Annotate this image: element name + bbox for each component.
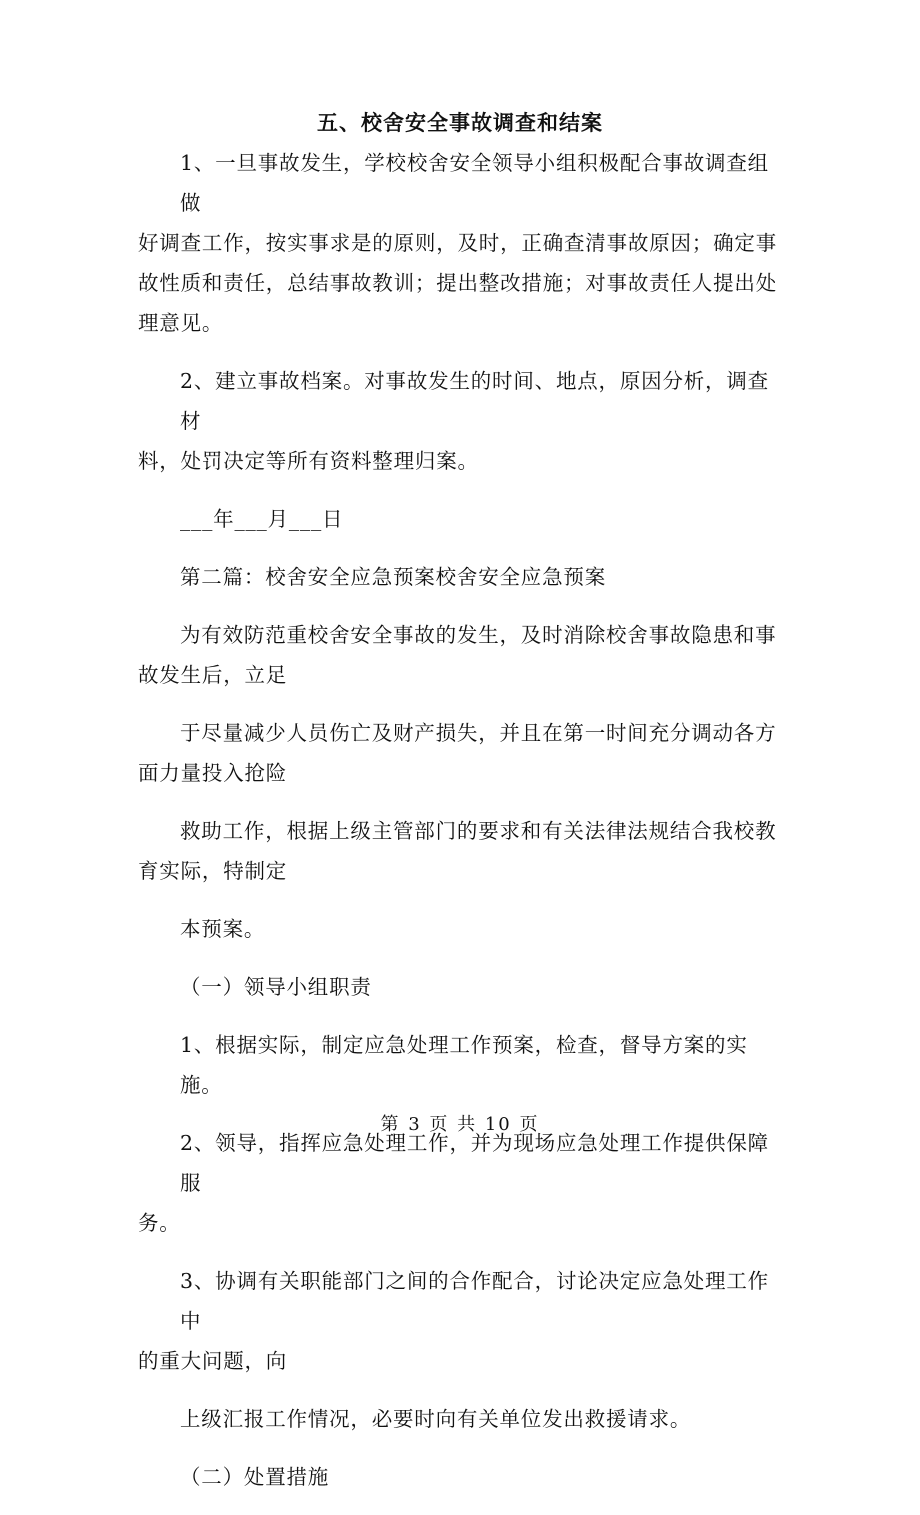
paragraph-1 bbox=[138, 143, 780, 343]
date-line bbox=[180, 499, 780, 539]
section-title: 五、校舍安全事故调查和结案 bbox=[317, 110, 603, 135]
paragraph-2 bbox=[138, 361, 780, 481]
paragraph-6 bbox=[180, 909, 780, 949]
paragraph-line: 1、根据实际，制定应急处理工作预案，检查，督导方案的实施。 bbox=[180, 1033, 748, 1097]
paragraph-7 bbox=[180, 1025, 780, 1105]
paragraph-line: 救助工作，根据上级主管部门的要求和有关法律法规结合我校教 bbox=[180, 819, 777, 843]
page-number: 第 3 页 共 10 页 bbox=[380, 1114, 540, 1135]
paragraph-line: 面力量投入抢险 bbox=[138, 761, 288, 785]
paragraph-line: 2、领导，指挥应急处理工作，并为现场应急处理工作提供保障服 bbox=[180, 1131, 769, 1195]
paragraph-line: ___年___月___日 bbox=[180, 507, 344, 531]
paragraph-10 bbox=[180, 1399, 780, 1439]
paragraph-line: 理意见。 bbox=[138, 311, 224, 335]
paragraph-line: 故性质和责任，总结事故教训；提出整改措施；对事故责任人提出处 bbox=[138, 271, 777, 295]
paragraph-line: 料，处罚决定等所有资料整理归案。 bbox=[138, 449, 479, 473]
subsection-heading-2 bbox=[180, 1457, 780, 1497]
paragraph-line: 本预案。 bbox=[180, 917, 266, 941]
paragraph-line: 3、协调有关职能部门之间的合作配合，讨论决定应急处理工作中 bbox=[180, 1269, 769, 1333]
paragraph-4 bbox=[138, 713, 780, 793]
paragraph-line: 2、建立事故档案。对事故发生的时间、地点，原因分析，调查材 bbox=[180, 369, 769, 433]
paragraph-line: 的重大问题，向 bbox=[138, 1349, 288, 1373]
paragraph-line: 于尽量减少人员伤亡及财产损失，并且在第一时间充分调动各方 bbox=[180, 721, 777, 745]
chapter-heading bbox=[180, 557, 780, 597]
paragraph-9 bbox=[138, 1261, 780, 1381]
paragraph-3 bbox=[138, 615, 780, 695]
paragraph-line: 上级汇报工作情况，必要时向有关单位发出救援请求。 bbox=[180, 1407, 692, 1431]
paragraph-line: （一）领导小组职责 bbox=[180, 975, 372, 999]
paragraph-line: （二）处置措施 bbox=[180, 1465, 330, 1489]
paragraph-line: 务。 bbox=[138, 1211, 181, 1235]
document-body bbox=[138, 143, 780, 1515]
paragraph-line: 故发生后，立足 bbox=[138, 663, 288, 687]
paragraph-8 bbox=[138, 1123, 780, 1243]
paragraph-5 bbox=[138, 811, 780, 891]
paragraph-line: 好调查工作，按实事求是的原则，及时，正确查清事故原因；确定事 bbox=[138, 231, 777, 255]
paragraph-line: 第二篇：校舍安全应急预案校舍安全应急预案 bbox=[180, 565, 606, 589]
paragraph-line: 为有效防范重校舍安全事故的发生，及时消除校舍事故隐患和事 bbox=[180, 623, 777, 647]
paragraph-line: 1、一旦事故发生，学校校舍安全领导小组积极配合事故调查组做 bbox=[180, 151, 769, 215]
subsection-heading-1 bbox=[180, 967, 780, 1007]
paragraph-line: 育实际，特制定 bbox=[138, 859, 288, 883]
